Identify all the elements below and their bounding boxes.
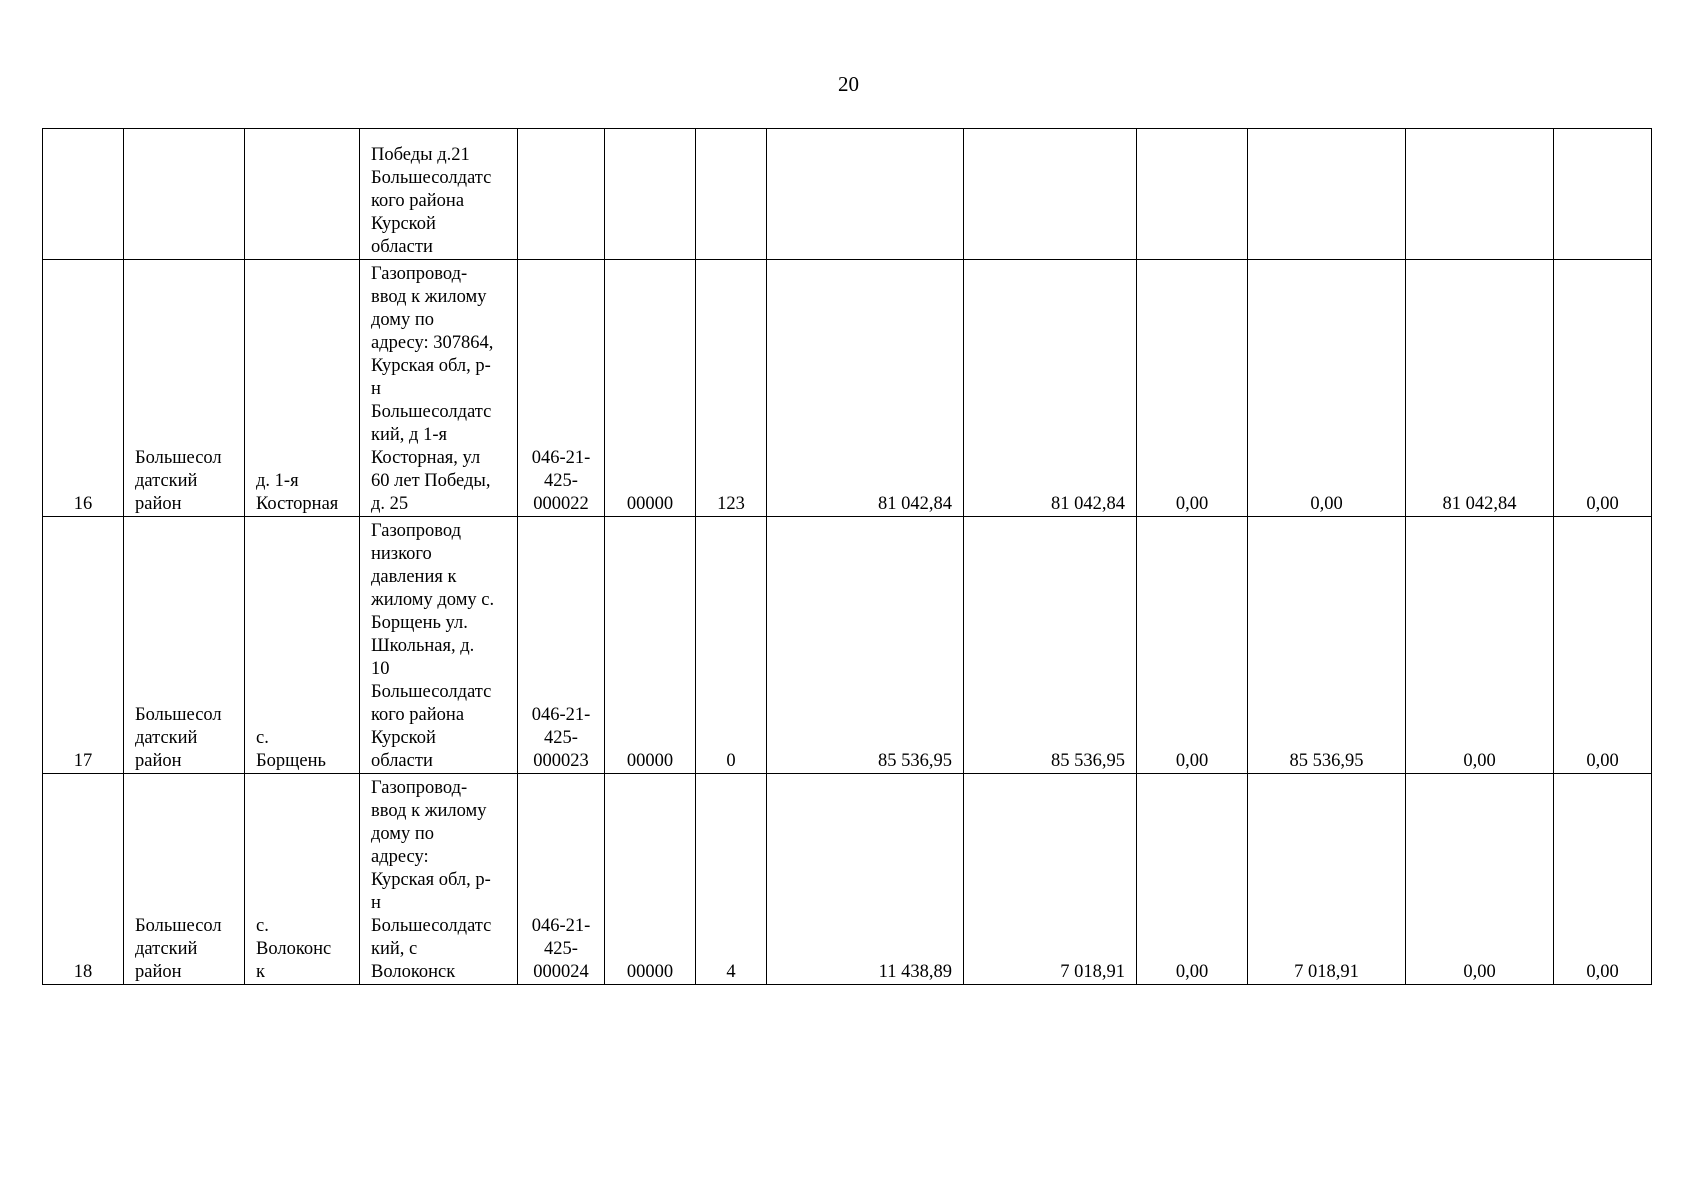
address-cell-text: Газопровод- ввод к жилому дому по адресу: Курская обл, р- н Большесолдатс кий, с Волоконск bbox=[371, 778, 492, 982]
object-code-cell-text: 046-21- 425- 000022 bbox=[531, 448, 591, 514]
value3-cell bbox=[1137, 774, 1248, 985]
code2-cell-text: 00000 bbox=[626, 751, 674, 771]
value4-cell-text: 0,00 bbox=[1310, 494, 1343, 514]
value4-cell-text: 85 536,95 bbox=[1289, 751, 1364, 771]
value1-cell-text: 85 536,95 bbox=[878, 751, 952, 771]
code3-cell-text: 4 bbox=[726, 962, 736, 982]
value1-cell-text: 11 438,89 bbox=[878, 962, 952, 982]
object-code-cell bbox=[518, 129, 605, 260]
value1-cell bbox=[767, 774, 964, 985]
settlement-cell bbox=[245, 517, 360, 774]
district-cell-text: Большесол датский район bbox=[135, 448, 222, 514]
value4-cell bbox=[1248, 260, 1406, 517]
code3-cell bbox=[696, 774, 767, 985]
value6-cell-text: 0,00 bbox=[1586, 962, 1619, 982]
value6-cell bbox=[1554, 260, 1652, 517]
settlement-cell-text: с. Борщень bbox=[256, 728, 326, 771]
code3-cell-text: 0 bbox=[726, 751, 736, 771]
value2-cell-text: 81 042,84 bbox=[1051, 494, 1125, 514]
code2-cell bbox=[605, 774, 696, 985]
value5-cell-text: 81 042,84 bbox=[1442, 494, 1517, 514]
value3-cell bbox=[1137, 260, 1248, 517]
address-cell bbox=[360, 774, 518, 985]
page-number: 20 bbox=[838, 72, 859, 96]
value3-cell-text: 0,00 bbox=[1175, 962, 1209, 982]
code2-cell bbox=[605, 129, 696, 260]
settlement-cell-text: с. Волоконс к bbox=[256, 916, 332, 982]
row-number-cell bbox=[43, 129, 124, 260]
value6-cell bbox=[1554, 129, 1652, 260]
address-cell-text: Газопровод- ввод к жилому дому по адресу: 307864, Курская обл, р- н Большесолдатс кий, д 1-я Косторная, ул 60 лет Победы, д. 25 bbox=[371, 264, 494, 514]
object-code-cell-text: 046-21- 425- 000024 bbox=[531, 916, 591, 982]
value3-cell-text: 0,00 bbox=[1175, 751, 1209, 771]
value6-cell-text: 0,00 bbox=[1586, 494, 1619, 514]
value4-cell bbox=[1248, 774, 1406, 985]
data-table bbox=[42, 128, 1652, 985]
value4-cell bbox=[1248, 129, 1406, 260]
settlement-cell bbox=[245, 774, 360, 985]
address-cell bbox=[360, 517, 518, 774]
table-row bbox=[43, 517, 1652, 774]
row-number-cell-text: 16 bbox=[73, 494, 93, 514]
value2-cell bbox=[964, 517, 1137, 774]
object-code-cell bbox=[518, 260, 605, 517]
code2-cell-text: 00000 bbox=[626, 962, 674, 982]
value3-cell-text: 0,00 bbox=[1175, 494, 1209, 514]
code3-cell-text: 123 bbox=[717, 494, 745, 514]
value2-cell bbox=[964, 129, 1137, 260]
district-cell-text: Большесол датский район bbox=[135, 705, 222, 771]
object-code-cell-text: 046-21- 425- 000023 bbox=[531, 705, 591, 771]
value5-cell bbox=[1406, 260, 1554, 517]
value2-cell-text: 7 018,91 bbox=[1060, 962, 1125, 982]
value3-cell bbox=[1137, 129, 1248, 260]
value3-cell bbox=[1137, 517, 1248, 774]
value6-cell bbox=[1554, 517, 1652, 774]
value6-cell bbox=[1554, 774, 1652, 985]
address-cell bbox=[360, 129, 518, 260]
code2-cell bbox=[605, 517, 696, 774]
row-number-cell bbox=[43, 774, 124, 985]
value6-cell-text: 0,00 bbox=[1586, 751, 1619, 771]
table-row bbox=[43, 260, 1652, 517]
value5-cell bbox=[1406, 129, 1554, 260]
value2-cell bbox=[964, 774, 1137, 985]
code2-cell bbox=[605, 260, 696, 517]
address-cell bbox=[360, 260, 518, 517]
settlement-cell bbox=[245, 260, 360, 517]
value1-cell-text: 81 042,84 bbox=[878, 494, 952, 514]
district-cell bbox=[124, 774, 245, 985]
district-cell bbox=[124, 260, 245, 517]
object-code-cell bbox=[518, 774, 605, 985]
value1-cell bbox=[767, 517, 964, 774]
code3-cell bbox=[696, 517, 767, 774]
value2-cell-text: 85 536,95 bbox=[1051, 751, 1125, 771]
row-number-cell bbox=[43, 260, 124, 517]
value5-cell bbox=[1406, 517, 1554, 774]
value2-cell bbox=[964, 260, 1137, 517]
code2-cell-text: 00000 bbox=[626, 494, 674, 514]
code3-cell bbox=[696, 260, 767, 517]
row-number-cell-text: 17 bbox=[73, 751, 93, 771]
row-number-cell bbox=[43, 517, 124, 774]
value4-cell-text: 7 018,91 bbox=[1294, 962, 1359, 982]
object-code-cell bbox=[518, 517, 605, 774]
settlement-cell-text: д. 1-я Косторная bbox=[256, 471, 339, 514]
address-cell-text: Газопровод низкого давления к жилому дому с. Борщень ул. Школьная, д. 10 Большесолдатс кого района Курской области bbox=[371, 521, 495, 771]
district-cell bbox=[124, 129, 245, 260]
district-cell-text: Большесол датский район bbox=[135, 916, 222, 982]
value5-cell-text: 0,00 bbox=[1463, 751, 1496, 771]
value1-cell bbox=[767, 260, 964, 517]
table-row bbox=[43, 774, 1652, 985]
value1-cell bbox=[767, 129, 964, 260]
address-cell-text: Победы д.21 Большесолдатс кого района Курской области bbox=[371, 145, 492, 257]
district-cell bbox=[124, 517, 245, 774]
table-row bbox=[43, 129, 1652, 260]
value4-cell bbox=[1248, 517, 1406, 774]
value5-cell bbox=[1406, 774, 1554, 985]
code3-cell bbox=[696, 129, 767, 260]
settlement-cell bbox=[245, 129, 360, 260]
row-number-cell-text: 18 bbox=[73, 962, 93, 982]
value5-cell-text: 0,00 bbox=[1463, 962, 1496, 982]
